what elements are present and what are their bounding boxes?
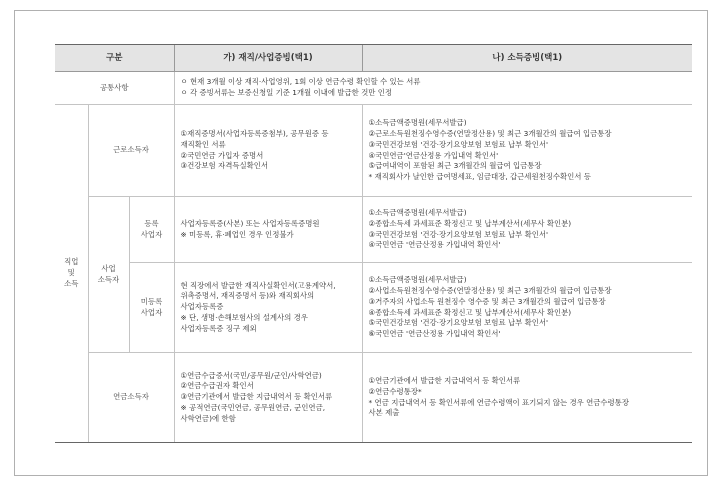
doc-line: ①소득금액증명원(세무서발급) xyxy=(368,118,467,128)
doc-line: 재직확인 서류 xyxy=(180,139,226,149)
header-income-proof: 나) 소득증빙(택1) xyxy=(362,45,692,72)
business-label-line: 소득자 xyxy=(97,274,120,284)
common-note-line: ㅇ 현재 3개월 이상 재직·사업영위, 1회 이상 연금수령 확인할 수 있는 서류 xyxy=(180,77,421,87)
doc-line: ②연금수령통장* xyxy=(368,386,422,396)
doc-line: 사업자등록증 xyxy=(180,302,224,312)
doc-line: ②근로소득원천징수영수증(연말정산용) 및 최근 3개월간의 월급여 입금통장 xyxy=(368,129,612,139)
doc-line: ②연금수급권자 확인서 xyxy=(180,381,254,391)
pension-label: 연금소득자 xyxy=(88,353,174,443)
employee-income-proof xyxy=(362,105,692,197)
registered-employment-proof xyxy=(174,197,362,263)
group-label-line: 및 xyxy=(67,268,75,278)
doc-line: 사학연금)에 한함 xyxy=(180,413,236,423)
doc-line: ②종합소득세 과세표준 확정신고 및 납부계산서(세무사 확인분) xyxy=(368,218,572,228)
group-label-line: 직업 xyxy=(64,257,79,267)
common-row xyxy=(55,72,692,105)
common-notes xyxy=(174,72,692,105)
header-employment-proof: 가) 재직/사업증빙(택1) xyxy=(174,45,362,72)
doc-line: 사본 제출 xyxy=(368,408,400,418)
group-label-line: 소득 xyxy=(64,278,79,288)
doc-line: 위촉증명서, 재직증명서 등)와 재직회사의 xyxy=(180,291,315,301)
pension-row xyxy=(55,353,692,443)
employee-label: 근로소득자 xyxy=(88,105,174,197)
registered-business-label xyxy=(129,197,174,263)
doc-line: ②사업소득원천징수영수증(연말정산용) 및 최근 3개월간의 월급여 입금통장 xyxy=(368,286,612,296)
doc-line: ②국민연금 가입자 증명서 xyxy=(180,150,264,160)
doc-line: ③건강보험 자격득실확인서 xyxy=(180,161,269,171)
employee-row xyxy=(55,105,692,197)
unregistered-business-label xyxy=(129,263,174,353)
unregistered-employment-proof xyxy=(174,263,362,353)
employee-employment-proof xyxy=(174,105,362,197)
doc-line: * 연금 지급내역서 등 확인서류에 연금수령액이 표기되지 않는 경우 연금수령통장 xyxy=(368,397,629,407)
pension-employment-proof xyxy=(174,353,362,443)
business-owner-label xyxy=(88,197,129,353)
doc-line: ①연금기관에서 발급한 지급내역서 등 확인서류 xyxy=(368,376,521,386)
document-requirements-table xyxy=(55,44,692,443)
doc-line: ③거주자의 사업소득 원천징수 영수증 및 최근 3개월간의 월급여 입금통장 xyxy=(368,296,606,306)
unregistered-income-proof xyxy=(362,263,692,353)
doc-line: 사업자등록증(사본) 또는 사업자등록증명원 xyxy=(180,218,320,228)
doc-line: 사업자등록증 징구 제외 xyxy=(180,323,257,333)
doc-line: ⑤급여내역이 포함된 최근 3개월간의 월급여 입금통장 xyxy=(368,161,542,171)
doc-line: ③국민건강보험 '건강·장기요양보험 보험료 납부 확인서' xyxy=(368,139,549,149)
doc-line: ⑤국민건강보험 '건강·장기요양보험 보험료 납부 확인서' xyxy=(368,318,549,328)
pension-income-proof xyxy=(362,353,692,443)
doc-line: ③연금기관에서 발급한 지급내역서 등 확인서류 xyxy=(180,392,333,402)
doc-line: ①소득금액증명원(세무서발급) xyxy=(368,208,467,218)
group-label-job-income xyxy=(55,105,88,443)
doc-line: ③국민건강보험 '건강·장기요양보험 보험료 납부 확인서' xyxy=(368,229,549,239)
label-line: 미등록 xyxy=(140,296,163,306)
doc-line: ※ 공적연금(국민연금, 공무원연금, 군인연금, xyxy=(180,402,326,412)
doc-line: * 재직회사가 날인한 급여명세표, 임금대장, 갑근세원천징수확인서 등 xyxy=(368,171,591,181)
doc-line: ①소득금액증명원(세무서발급) xyxy=(368,275,467,285)
common-note-line: ㅇ 각 증빙서류는 보증신청일 기준 1개월 이내에 발급한 것만 인정 xyxy=(180,88,392,97)
doc-line: ①연금수급증서(국민/공무원/군인/사학연금) xyxy=(180,370,322,380)
unregistered-business-row xyxy=(55,263,692,353)
label-line: 등록 xyxy=(144,218,159,228)
doc-line: ※ 미등록, 휴·폐업인 경우 인정불가 xyxy=(180,229,294,239)
doc-line: ④국민연금'연금산정용 가입내역 확인서' xyxy=(368,150,499,160)
header-category: 구분 xyxy=(55,45,174,72)
doc-line: ※ 단, 생명·손해보험사의 설계사의 경우 xyxy=(180,312,308,322)
registered-income-proof xyxy=(362,197,692,263)
table-header-row xyxy=(55,45,692,72)
registered-business-row xyxy=(55,197,692,263)
doc-line: 현 직장에서 발급한 재직사실확인서(고용계약서, xyxy=(180,280,336,290)
label-line: 사업자 xyxy=(140,307,163,317)
doc-line: ⑥국민연금 '연금산정용 가입내역 확인서' xyxy=(368,328,501,338)
common-label: 공통사항 xyxy=(55,72,174,105)
business-label-line: 사업 xyxy=(101,263,116,273)
doc-line: ④국민연금 '연금산정용 가입내역 확인서' xyxy=(368,240,501,250)
doc-line: ④종합소득세 과세표준 확정신고 및 납부계산서(세무사 확인분) xyxy=(368,307,572,317)
label-line: 사업자 xyxy=(140,229,163,239)
doc-line: ①재직증명서(사업자등록증첨부), 공무원증 등 xyxy=(180,129,329,139)
